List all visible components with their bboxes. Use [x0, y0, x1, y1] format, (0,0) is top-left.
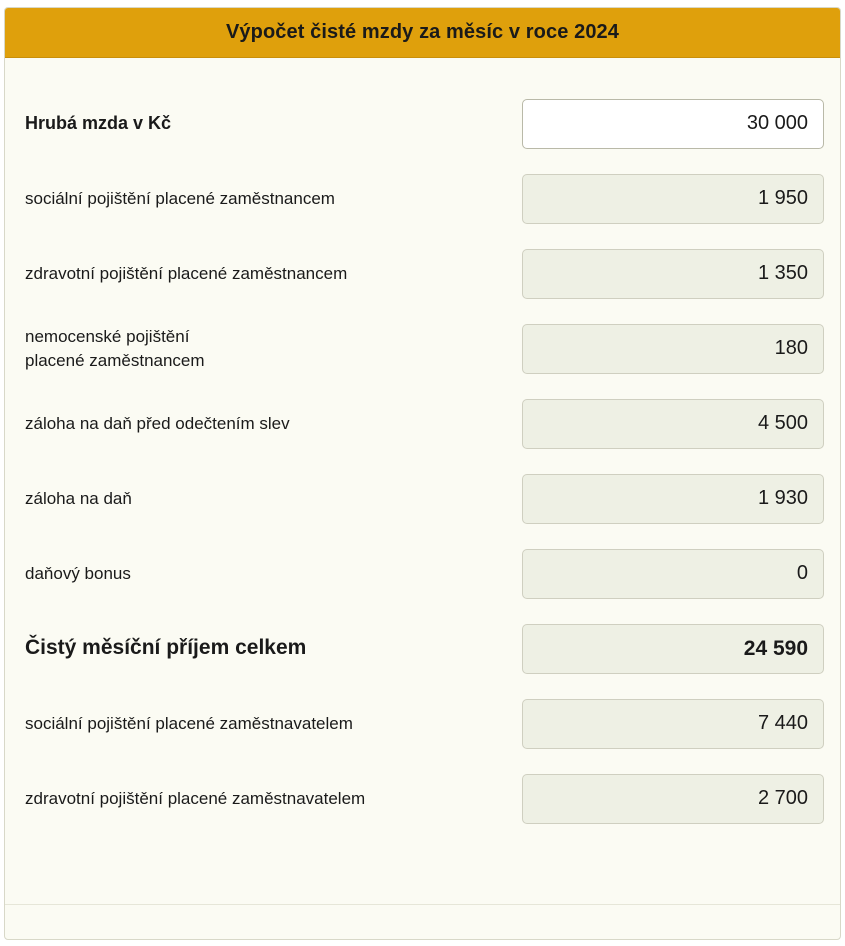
calculator-footer — [5, 904, 840, 939]
row-field-tax-advance-before-credits — [522, 399, 824, 449]
gross-salary-input[interactable] — [522, 99, 824, 149]
table-row — [17, 311, 828, 386]
sickness-insurance-employee-value: 180 — [522, 324, 824, 374]
row-field-gross-salary — [522, 99, 824, 149]
row-label-net-monthly-income: Čistý měsíční příjem celkem — [25, 636, 307, 660]
row-field-health-insurance-employer — [522, 774, 824, 824]
row-field-tax-advance — [522, 474, 824, 524]
health-insurance-employer-value: 2 700 — [522, 774, 824, 824]
row-field-social-insurance-employer — [522, 699, 824, 749]
calculator-body — [5, 58, 840, 904]
table-row — [17, 161, 828, 236]
table-row — [17, 686, 828, 761]
tax-advance-before-credits-value: 4 500 — [522, 399, 824, 449]
row-label-health-insurance-employer: zdravotní pojištění placené zaměstnavatelem — [25, 788, 366, 808]
net-salary-calculator-panel — [4, 7, 841, 940]
tax-advance-value: 1 930 — [522, 474, 824, 524]
row-field-health-insurance-employee — [522, 249, 824, 299]
row-label-gross-salary: Hrubá mzda v Kč — [25, 113, 172, 134]
health-insurance-employee-value: 1 350 — [522, 249, 824, 299]
social-insurance-employee-value: 1 950 — [522, 174, 824, 224]
row-label-social-insurance-employer: sociální pojištění placené zaměstnavatelem — [25, 713, 353, 733]
net-monthly-income-value: 24 590 — [522, 624, 824, 674]
row-field-net-monthly-income — [522, 624, 824, 674]
row-label-tax-bonus: daňový bonus — [25, 563, 131, 583]
row-label-line-1: nemocenské pojištění — [25, 327, 190, 347]
page-title: Výpočet čisté mzdy za měsíc v roce 2024 — [225, 21, 619, 43]
row-label-line-2: placené zaměstnancem — [25, 350, 205, 370]
table-row-total — [17, 611, 828, 686]
row-label-social-insurance-employee: sociální pojištění placené zaměstnancem — [25, 188, 335, 208]
row-field-tax-bonus — [522, 549, 824, 599]
social-insurance-employer-value: 7 440 — [522, 699, 824, 749]
table-row — [17, 236, 828, 311]
row-label-tax-advance: záloha na daň — [25, 488, 132, 508]
table-row — [17, 461, 828, 536]
row-field-social-insurance-employee — [522, 174, 824, 224]
calculator-header — [5, 8, 840, 58]
row-label-sickness-insurance-employee — [17, 325, 522, 372]
table-row — [17, 536, 828, 611]
tax-bonus-value: 0 — [522, 549, 824, 599]
table-row — [17, 86, 828, 161]
table-row — [17, 386, 828, 461]
table-row — [17, 761, 828, 836]
row-label-tax-advance-before-credits: záloha na daň před odečtením slev — [25, 413, 290, 433]
row-field-sickness-insurance-employee — [522, 324, 824, 374]
row-label-health-insurance-employee: zdravotní pojištění placené zaměstnancem — [25, 263, 348, 283]
